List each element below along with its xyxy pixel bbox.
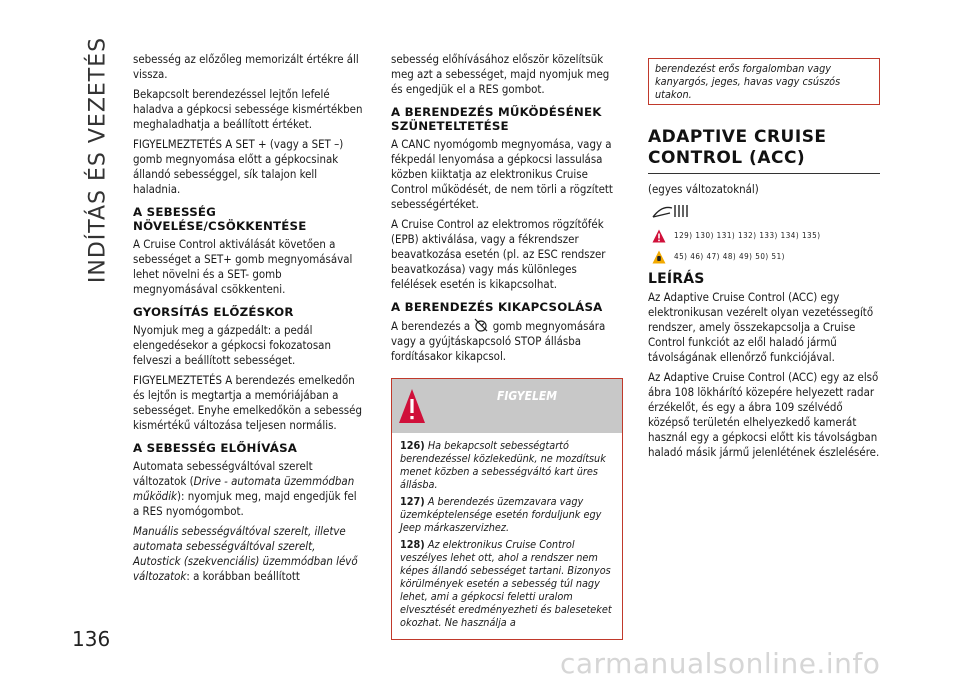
paragraph: sebesség előhívásához először közelítsük meg azt a sebességet, majd nyomjuk meg és engedjük el a RES gombot.: [391, 52, 610, 96]
paragraph: sebesség az előzőleg memorizált értékre áll vissza.: [133, 52, 359, 81]
text-run: ): nyomjuk meg, majd engedjük fel a RES nyomógombot.: [133, 489, 357, 518]
chapter-tab: [78, 36, 118, 284]
section-title: ADAPTIVE CRUISE CONTROL (ACC): [648, 127, 880, 174]
italic-run: Drive - automata üzemmódban működik: [133, 474, 355, 503]
paragraph: FIGYELMEZTETÉS A berendezés emelkedőn és lejtőn is megtartja a memóriájában a sebességet. Enyhe emelkedőkön a sebesség kismértékű változása teljesen normális.: [133, 373, 362, 432]
chapter-title: INDÍTÁS ÉS VEZETÉS: [85, 36, 111, 284]
italic-run: Manuális sebességváltóval szerelt, illetve automata sebességváltóval szerelt, Autostick (szekvenciális) üzemmódban lévő változatok: [133, 524, 358, 583]
warning-body: [392, 433, 622, 639]
warning-box: [391, 378, 623, 640]
section-heading: GYORSÍTÁS ELŐZÉSKOR: [133, 305, 294, 319]
warning-references: [652, 228, 880, 243]
column-2: [391, 52, 623, 640]
section-heading: A SEBESSÉG ELŐHÍVÁSA: [133, 441, 298, 455]
warning-text: Ha bekapcsolt sebességtartó berendezéssel közlekedünk, ne mozdítsuk menet közben a sebességváltó kart üres állásba.: [400, 439, 606, 491]
section-heading: A BERENDEZÉS KIKAPCSOLÁSA: [391, 300, 603, 314]
column-3: [648, 58, 880, 465]
text-run: Automata sebességváltóval szerelt változatok (: [133, 459, 313, 488]
page-number: 136: [72, 627, 111, 651]
text-run: A berendezés a: [391, 319, 471, 333]
paragraph: A Cruise Control aktiválását követően a sebességet a SET+ gomb megnyomásával lehet növelni és a SET- gomb megnyomásával csökkenteni.: [133, 237, 353, 296]
section-heading: A BERENDEZÉS MŰKÖDÉSÉNEK SZÜNETELTETÉSE: [391, 105, 602, 133]
paragraph: Nyomjuk meg a gázpedált: a pedál elengedésekor a gépkocsi fokozatosan felveszi a beállított sebességet.: [133, 323, 331, 367]
section-heading: A SEBESSÉG NÖVELÉSE/CSÖKKENTÉSE: [133, 205, 307, 233]
paragraph: [133, 524, 365, 584]
caution-hand-icon: [652, 250, 666, 264]
warning-item: [400, 538, 614, 629]
text-run: : a korábban beállított: [186, 569, 300, 583]
paragraph: FIGYELMEZTETÉS A SET + (vagy a SET –) gomb megnyomása előtt a gépkocsinak állandó sebességgel, sík talajon kell haladnia.: [133, 137, 344, 196]
section-heading: LEÍRÁS: [648, 271, 705, 287]
paragraph: Az Adaptive Cruise Control (ACC) egy elektronikusan vezérelt olyan vezetéssegítő rendszer, amely összekapcsolja a Cruise Control funkciót az elől haladó jármű távolságának ellenőrző funkciójával.: [648, 290, 874, 364]
paragraph: Bekapcsolt berendezéssel lejtőn lefelé haladva a gépkocsi sebessége kismértékben meghaladhatja a beállított értéket.: [133, 87, 363, 131]
warning-triangle-icon: [652, 229, 666, 243]
reference-numbers: 45) 46) 47) 48) 49) 50) 51): [674, 252, 785, 261]
warning-item: [400, 495, 614, 534]
caution-references: [652, 249, 880, 264]
warning-text: Az elektronikus Cruise Control veszélyes lehet ott, ahol a rendszer nem képes állandó sebességet tartani. Bizonyos körülmények esetén a sebesség túl nagy lehet, ami a gépkocsi feletti uralom elvesztését eredményezheti és baleseteket okozhat. Ne használja a: [400, 538, 612, 629]
warning-item: [400, 439, 614, 491]
paragraph: A CANC nyomógomb megnyomása, vagy a fékpedál lenyomása a gépkocsi lassulása közben kiiktatja az elektronikus Cruise Control működését, de nem törli a rögzített sebességértéket.: [391, 137, 613, 211]
warning-title: FIGYELEM: [497, 389, 557, 403]
paragraph: [391, 318, 623, 364]
warning-header: [392, 379, 622, 433]
ref-number: 127): [400, 495, 425, 508]
ref-number: 126): [400, 439, 425, 452]
paragraph: [133, 459, 365, 519]
acc-gauge-icon: [650, 202, 880, 224]
watermark: carmanualsonline.info: [560, 647, 881, 680]
cruise-control-cancel-icon: [473, 318, 489, 332]
warning-continuation-box: berendezést erős forgalomban vagy kanyargós, jeges, havas vagy csúszós utakon.: [648, 58, 880, 105]
paragraph: A Cruise Control az elektromos rögzítőfék (EPB) aktiválása, vagy a fékrendszer beavatkozása esetén (pl. az ESC rendszer beavatkozása) vagy más különleges felélések esetén is kikapcsolhat.: [391, 217, 606, 291]
text-run: gomb megnyomására vagy a gyújtáskapcsoló STOP állásba fordításakor kikapcsol.: [391, 319, 606, 363]
warning-text: A berendezés üzemzavara vagy üzemképtelensége esetén forduljunk egy Jeep márkaszervizhez.: [400, 495, 602, 534]
column-1: [133, 52, 365, 589]
paragraph: Az Adaptive Cruise Control (ACC) egy az első ábra 108 lökhárító közepére helyezett radar érzékelőt, és egy a ábra 109 szélvédő középső területén elhelyezkedő kamerát használ egy a gépkocsi előtt kis távolságban haladó másik jármű jelenlétének észlelésére.: [648, 370, 880, 459]
paragraph: (egyes változatoknál): [648, 182, 759, 196]
ref-number: 128): [400, 538, 425, 551]
reference-numbers: 129) 130) 131) 132) 133) 134) 135): [674, 231, 821, 240]
